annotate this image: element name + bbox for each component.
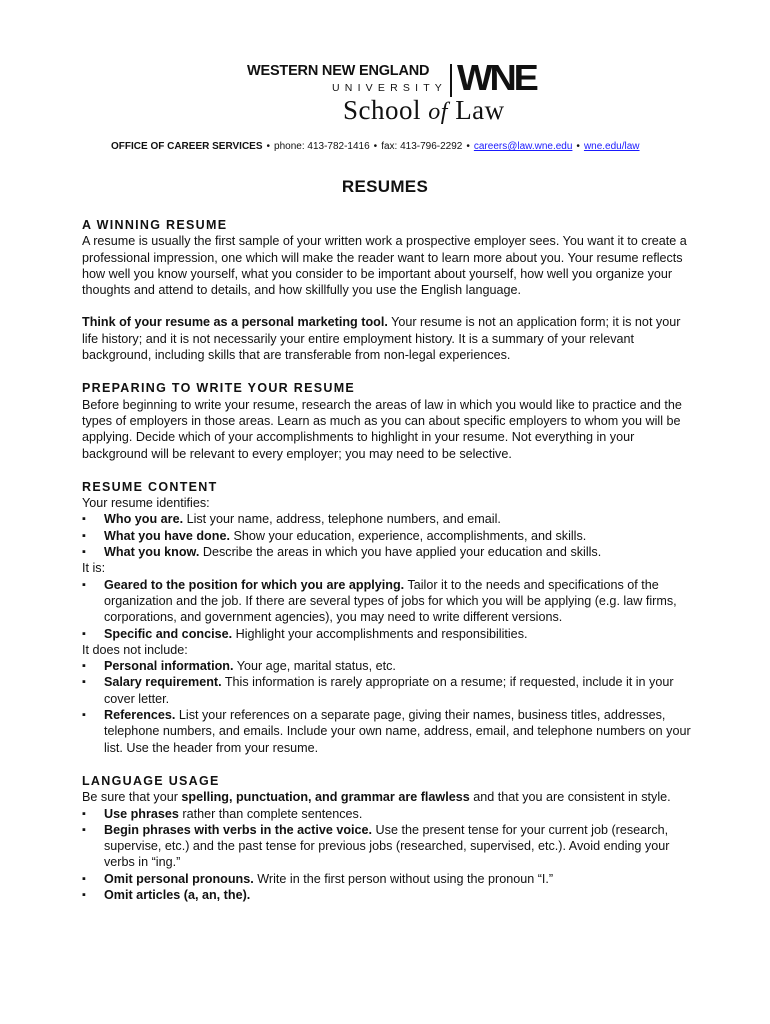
item-text: Write in the first person without using the pronoun “I.” (253, 871, 554, 886)
section-heading-resume-content: RESUME CONTENT (82, 479, 218, 494)
school-logo (247, 57, 550, 127)
separator-dot: • (466, 141, 470, 152)
bold-text: References. (104, 708, 176, 723)
bold-text: spelling, punctuation, and grammar are flawless (181, 790, 470, 805)
paragraph (82, 789, 694, 805)
logo-divider (450, 64, 452, 97)
list-item (82, 511, 694, 527)
item-text: This information is rarely appropriate on a resume; if requested, include it in your cover letter. (104, 675, 674, 706)
list-item (82, 887, 694, 903)
separator-dot: • (373, 141, 378, 152)
item-text: Highlight your accomplishments and responsibilities. (232, 626, 528, 641)
office-name: OFFICE OF CAREER SERVICES (111, 141, 263, 152)
logo-line-university-name: WESTERN NEW ENGLAND (247, 63, 430, 79)
list-item (82, 674, 694, 707)
bold-text: Who you are. (104, 512, 184, 527)
separator-dot: • (266, 141, 271, 152)
paragraph-text: and that you are consistent in style. (469, 790, 671, 805)
email-link[interactable]: careers@law.wne.edu (473, 141, 573, 152)
list-intro: It is: (82, 561, 106, 576)
website-link[interactable]: wne.edu/law (583, 141, 640, 152)
paragraph-text: Be sure that your (82, 790, 182, 805)
paragraph: A resume is usually the first sample of your written work a prospective employer sees. You want it to create a professional impression, one which will make the reader want to learn more about you. Your resume reflects how well you know yourself, what you consider to be important about yourself, how well you organize your thoughts and attend to details, and how skillfully you use the English language. (82, 234, 687, 298)
bold-text: Salary requirement. (104, 675, 222, 690)
paragraph: Before beginning to write your resume, research the areas of law in which you would like to practice and the types of employers in those areas. Learn as much as you can about specific employers to whom you will be applying. Decide which of your accomplishments to highlight in your resume. Not everything in your background will be relevant to every employer; you may need to be selective. (82, 397, 682, 461)
list-item (82, 528, 694, 544)
item-text: Use the present tense for your current job (research, supervise, etc.) and the past tense for previous jobs (researched, supervised, etc.). Avoid ending your verbs in “ing.” (104, 822, 670, 870)
bold-text: What you have done. (104, 528, 230, 543)
bold-text: Omit articles (a, an, the). (104, 887, 251, 902)
bullet-list (82, 658, 694, 756)
separator-dot: • (576, 141, 580, 152)
list-item (82, 626, 694, 642)
list-item (82, 822, 694, 871)
bullet-list (82, 577, 694, 642)
bold-text: Think of your resume as a personal marketing tool. (82, 315, 388, 330)
item-text: List your references on a separate page, giving their names, business titles, addresses, telephone numbers, and emails. Include your own name, address, email, and telephone numbers on your list. Use the header from your resume. (104, 708, 691, 755)
list-intro: It does not include: (82, 642, 188, 657)
logo-wne-mark: WNE (457, 57, 536, 98)
contact-line (111, 141, 671, 152)
section-heading-language-usage: LANGUAGE USAGE (82, 773, 220, 788)
list-item (82, 577, 694, 626)
page-title: RESUMES (341, 177, 429, 196)
bold-text: Specific and concise. (104, 626, 233, 641)
logo-of-word: of (428, 99, 448, 125)
bold-text: Begin phrases with verbs in the active voice. (104, 822, 373, 837)
item-text: Tailor it to the needs and specifications of the organization and the job. If there are several types of jobs for which you will be applying (e.g. law firms, corporations, and government agencies), you may need to write different versions. (104, 577, 677, 625)
list-item (82, 544, 694, 560)
list-item (82, 707, 694, 756)
bullet-list (82, 806, 694, 904)
logo-school-word: School (343, 95, 422, 125)
item-text: rather than complete sentences. (178, 806, 363, 821)
bold-text: Personal information. (104, 659, 234, 674)
bullet-list (82, 511, 694, 560)
paragraph-text: Your resume is not an application form; it is not your life history; and it is not necessarily your entire employment history. It is a summary of your relevant background, including skills that are transferable from non-legal experiences. (82, 315, 681, 363)
item-text: Show your education, experience, accomplishments, and skills. (229, 528, 587, 543)
logo-law-word: Law (455, 95, 505, 125)
list-item (82, 658, 694, 674)
item-text: Your age, marital status, etc. (233, 659, 396, 674)
section-heading-preparing: PREPARING TO WRITE YOUR RESUME (82, 381, 356, 396)
list-item (82, 871, 694, 887)
phone-number: phone: 413-782-1416 (274, 141, 370, 152)
bold-text: Geared to the position for which you are applying. (104, 577, 405, 592)
list-item (82, 806, 694, 822)
logo-line-university: UNIVERSITY (332, 82, 448, 94)
document-body (82, 217, 694, 903)
section-heading-winning-resume: A WINNING RESUME (82, 218, 228, 232)
item-text: List your name, address, telephone numbers, and email. (183, 512, 501, 527)
paragraph (82, 314, 694, 363)
list-intro: Your resume identifies: (82, 496, 210, 511)
fax-number: fax: 413-796-2292 (381, 141, 463, 152)
logo-line-school-of-law (343, 95, 505, 126)
bold-text: Use phrases (104, 806, 179, 821)
bold-text: What you know. (104, 545, 200, 560)
item-text: Describe the areas in which you have applied your education and skills. (199, 545, 602, 560)
bold-text: Omit personal pronouns. (104, 871, 254, 886)
